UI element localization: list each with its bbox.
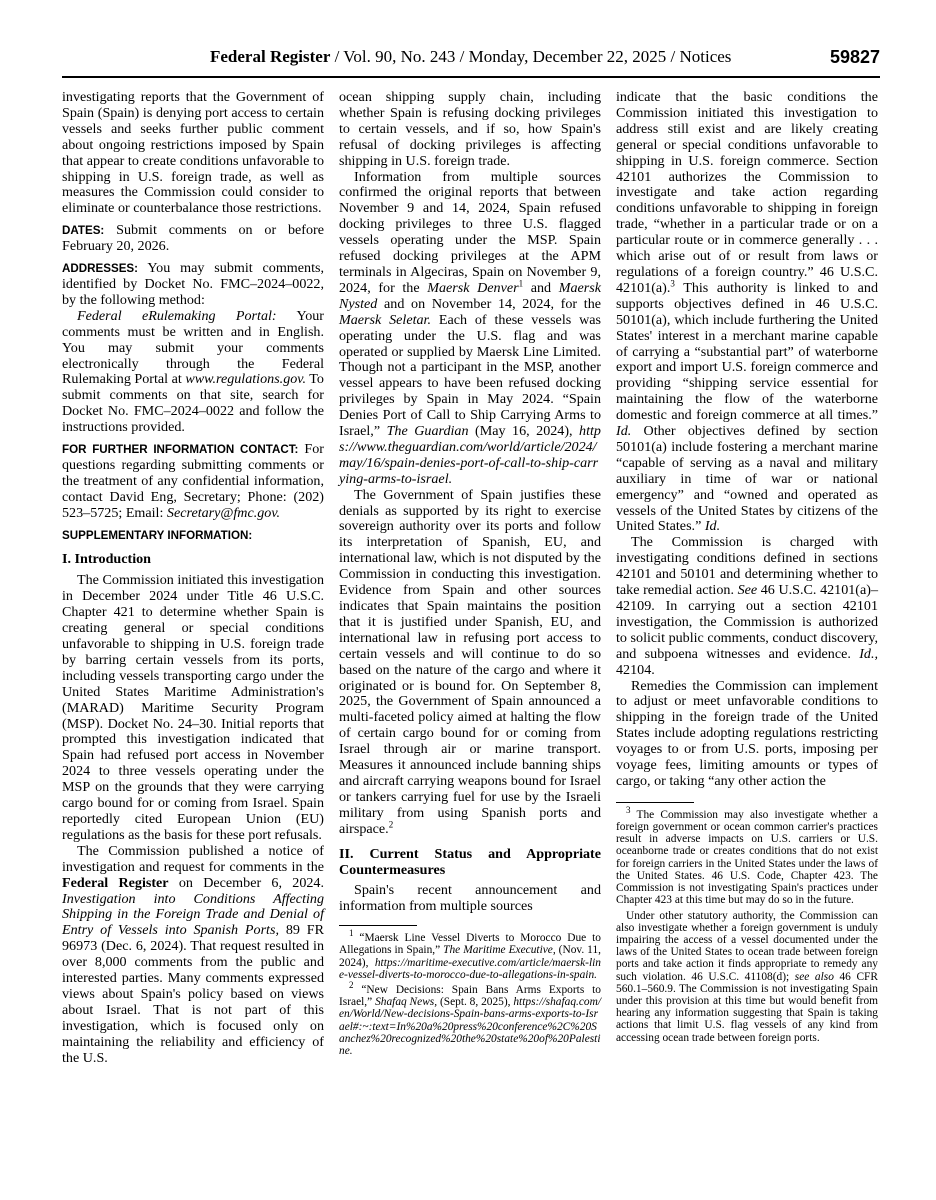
footnote-2: $^2$ “New Decisions: Spain Bans Arms Exports to Israel,” Shafaq News, (Sept. 8, 2025), https://shafaq.com/en/World/New-decisions-Spain-bans-arms-exports-to-Israel#:~:text=In%20a%20press%20conference%2C%20Sanchez%20recognized%20the%20state%20of%20Palestine.: [339, 980, 602, 1058]
running-header: [62, 45, 880, 71]
guardian-link[interactable]: https://www.theguardian.com/world/article/2024/may/16/spain-denies-port-of-call-to-ship-carrying-arms-to-israel.: [339, 423, 601, 487]
column-2: [339, 90, 601, 1060]
footnote-3-continued: Under other statutory authority, the Commission can also investigate whether a foreign government is unduly impairing the access of a vessel documented under the laws of the United States to ocean trade between foreign ports and take action it finds appropriate to remedy any such violation. 46 U.S.C. 41108(d); see also 46 CFR 560.1–560.9. The Commission is not investigating Spain under this provision at this time but would benefit from hearing any information suggesting that Spain is taking actions that limit U.S. flag vessels of any kind from accessing ocean trade between foreign ports.: [616, 909, 878, 1044]
header-rule: [62, 76, 880, 78]
footnote-1: $^1$ “Maersk Line Vessel Diverts to Morocco Due to Allegations in Spain,” The Maritime Executive, (Nov. 11, 2024), https://maritime-executive.com/article/maersk-line-vessel-diverts-to-morocco-due-to-allegations-in-spain.: [339, 928, 601, 981]
issue-info: / Vol. 90, No. 243 / Monday, December 22, 2025 / Notices: [330, 47, 732, 66]
footnote-3: $^3$ The Commission may also investigate whether a foreign government or ocean common carrier's practices result in adverse impacts on U.S. carriers or U.S. oceanborne trade or creates conditions that do not exist for foreign carriers in the United States under the laws of the United States. 46 U.S. Code, Chapter 423. The Commission is not investigating Spain's practices under Chapter 423 at this time but may do so in the future.: [616, 805, 878, 907]
remedies-paragraph: Remedies the Commission can implement to adjust or meet unfavorable conditions to shipping in the foreign trade of the United States include adopting regulations restricting voyages to or from U.S. ports, imposing per voyage fees, limiting amounts or types of cargo, or taking “any other action the: [616, 677, 878, 789]
dates-text: Submit comments on or before February 20, 2026.: [62, 222, 324, 255]
section-heading-introduction: I. Introduction: [62, 551, 152, 568]
vessel-maersk-denver: Maersk Denver: [427, 279, 519, 296]
column-1: [62, 90, 324, 1066]
notice-title: Investigation into Conditions Affecting Shipping in the Foreign Trade and Denial of Entry of Vessels into Spanish Ports,: [62, 890, 324, 939]
addresses-section: [62, 261, 324, 309]
charged-paragraph: The Commission is charged with investigating conditions defined in sections 42101 and 50101 and determining whether to take remedial action. See 46 U.S.C. 42101(a)–42109. In carrying out a section 42101 investigation, the Commission is authorized to solicit public comments, conduct discovery, and subpoena witnesses and evidence. Id., 42104.: [616, 534, 878, 678]
footnote-rule: [616, 802, 694, 803]
portal-label: Federal eRulemaking Portal:: [77, 307, 277, 324]
footnote-ref-3[interactable]: 3: [670, 278, 675, 289]
footnote-rule: [339, 925, 417, 926]
federal-register-ref: Federal Register: [62, 874, 169, 891]
footnote-ref-2[interactable]: 2: [388, 819, 394, 829]
portal-paragraph: Federal eRulemaking Portal: Your comments must be written and in English. You may submit your comments electronically through the Federal Rulemaking Portal at www.regulations.gov. To submit comments on that site, search for Docket No. FMC–2024–0022 and follow the instructions provided.: [62, 307, 324, 436]
summary-paragraph: investigating reports that the Government of Spain (Spain) is denying port access to certain vessels and seeks further public comment about ongoing restrictions imposed by Spain that appear to create conditions unfavorable to shipping in U.S. foreign trade, as well as measures the Commission could consider to eliminate or counterbalance those restrictions.: [62, 89, 324, 217]
vessel-maersk-nysted: Maersk Nysted: [339, 279, 601, 312]
section-heading-status: II. Current Status and Appropriate Countermeasures: [339, 845, 601, 878]
page-number: 59827: [829, 47, 880, 67]
maritime-executive-link[interactable]: https://maritime-executive.com/article/maersk-line-vessel-diverts-to-morocco-due-to-allegations-in-spain.: [339, 956, 601, 981]
information-paragraph: Information from multiple sources confirmed the original reports that between November 9 and 14, 2024, Spain refused docking privileges to three U.S. flagged vessels operating under the MSP. Spain refused docking privileges at the APM terminals in Algeciras, Spain on November 9, 2024, for the Maersk Denver$^1$ and Maersk Nysted and on November 14, 2024, for the Maersk Seletar. Each of these vessels was operating under the U.S. flag and was operated or supplied by Maersk Line Limited. Though not a participant in the MSP, another vessel appears to have been refused docking privileges by Spain in May 2024. “Spain Denies Port of Call to Ship Carrying Arms to Israel,” The Guardian (May 16, 2024), https://www.theguardian.com/world/article/2024/may/16/spain-denies-port-of-call-to-ship-carrying-arms-to-israel.: [339, 168, 601, 487]
dates-section: [62, 223, 324, 255]
conditions-paragraph: indicate that the basic conditions the Commission initiated this investigation to address still exist and are likely creating general or special conditions unfavorable to shipping in U.S. foreign commerce. Section 42101 authorizes the Commission to investigate and take action regarding conditions unfavorable to shipping in foreign trade, “whether in a particular trade or on a particular route or in commerce generally . . . which arise out of or result from laws or regulations of a foreign country.” 46 U.S.C. 42101(a).$^3$ This authority is linked to and supports objectives defined in 46 U.S.C. 50101(a), which include furthering the United States' interest in a merchant marine capable of carrying a “substantial part” of waterborne export and import U.S. foreign commerce and providing “shipping service essential for maintaining the flow of the waterborne domestic and foreign commerce at all times.” Id. Other objectives defined by section 50101(a) include fostering a merchant marine “capable of serving as a naval and military auxiliary in time of war or national emergency” and “owned and operated as vessels of the United States by citizens of the United States.” Id.: [616, 89, 878, 535]
addresses-label: ADDRESSES:: [62, 262, 139, 276]
supplementary-label: SUPPLEMENTARY INFORMATION:: [62, 528, 253, 542]
publication-name: Federal Register: [210, 47, 331, 66]
column-3: [616, 90, 878, 1047]
government-paragraph: The Government of Spain justifies these denials as supported by its right to exercise sovereign authority over its ports and follow its interpretation of Spanish, EU, and international law, which is not disputed by the Commission in conducting this investigation. Evidence from Spain and other sources indicates that Spain maintains the position that it is justified under Spanish, EU, and international law in refusing port access to certain vessels and will continue to do so based on the nature of the cargo and where it originated or is bound for. On September 8, 2025, the Government of Spain announced a multi-faceted policy aimed at halting the flow of certain cargo bound for or coming from Israel through air or marine transport. Measures it announced include banning ships and aircraft carrying weapons bound for Israel or tankers carrying fuel for use by the Israeli military from using Spanish ports and airspace.$^2$: [339, 486, 601, 837]
introduction-paragraph: The Commission initiated this investigation in December 2024 under Title 46 U.S.C. Chapter 421 to determine whether Spain is creating general or special conditions unfavorable to shipping in U.S. foreign trade by barring certain vessels from its ports, including vessels transporting cargo under the United States Maritime Administration's (MARAD) Maritime Security Program (MSP). Docket No. 24–30. Initial reports that prompted this investigation indicated that Spain had refused port access in November 2024 to three vessels operating under the MSP on the grounds that they were carrying cargo bound for or coming from Israel. Spain reportedly cited European Union (EU) regulations as the basis for these port refusals.: [62, 572, 324, 843]
dates-label: DATES:: [62, 224, 105, 238]
shafaq-link[interactable]: https://shafaq.com/en/World/New-decisions-Spain-bans-arms-exports-to-Israel#:~:text=In%20a%20press%20conference%2C%20Sanchez%20recognized%20the%20state%20of%20Palestine.: [339, 996, 602, 1058]
contact-label: FOR FURTHER INFORMATION CONTACT:: [62, 443, 299, 457]
recent-paragraph: Spain's recent announcement and information from multiple sources: [339, 882, 601, 915]
regulations-link[interactable]: www.regulations.gov.: [185, 371, 307, 388]
vessel-maersk-seletar: Maersk Seletar.: [339, 311, 432, 328]
addresses-text: You may submit comments, identified by Docket No. FMC–2024–0022, by the following method:: [62, 260, 324, 308]
footnote-ref-1[interactable]: 1: [518, 278, 524, 289]
contact-email-link[interactable]: Secretary@fmc.gov.: [166, 504, 281, 521]
contact-section: FOR FURTHER INFORMATION CONTACT: For questions regarding submitting comments or the treatment of any confidential information, contact David Eng, Secretary; Phone: (202) 523–5725; Email: Secretary@fmc.gov.: [62, 441, 324, 521]
source-guardian: The Guardian: [386, 423, 469, 440]
publication-paragraph: The Commission published a notice of investigation and request for comments in the Federal Register on December 6, 2024. Investigation into Conditions Affecting Shipping in the Foreign Trade and Denial of Entry of Vessels into Spanish Ports, 89 FR 96973 (Dec. 6, 2024). That request resulted in over 8,000 comments from the public and interested parties. Many comments expressed views about Spain's policy based on views about Israel. That is not part of this investigation, which is focused only on maintaining the reliability and efficiency of the U.S.: [62, 842, 324, 1066]
continued-paragraph: ocean shipping supply chain, including whether Spain is refusing docking privileges to certain vessels, and if so, how Spain's refusal of docking privileges is affecting shipping in U.S. foreign trade.: [339, 89, 601, 169]
header-citation: [210, 47, 731, 67]
